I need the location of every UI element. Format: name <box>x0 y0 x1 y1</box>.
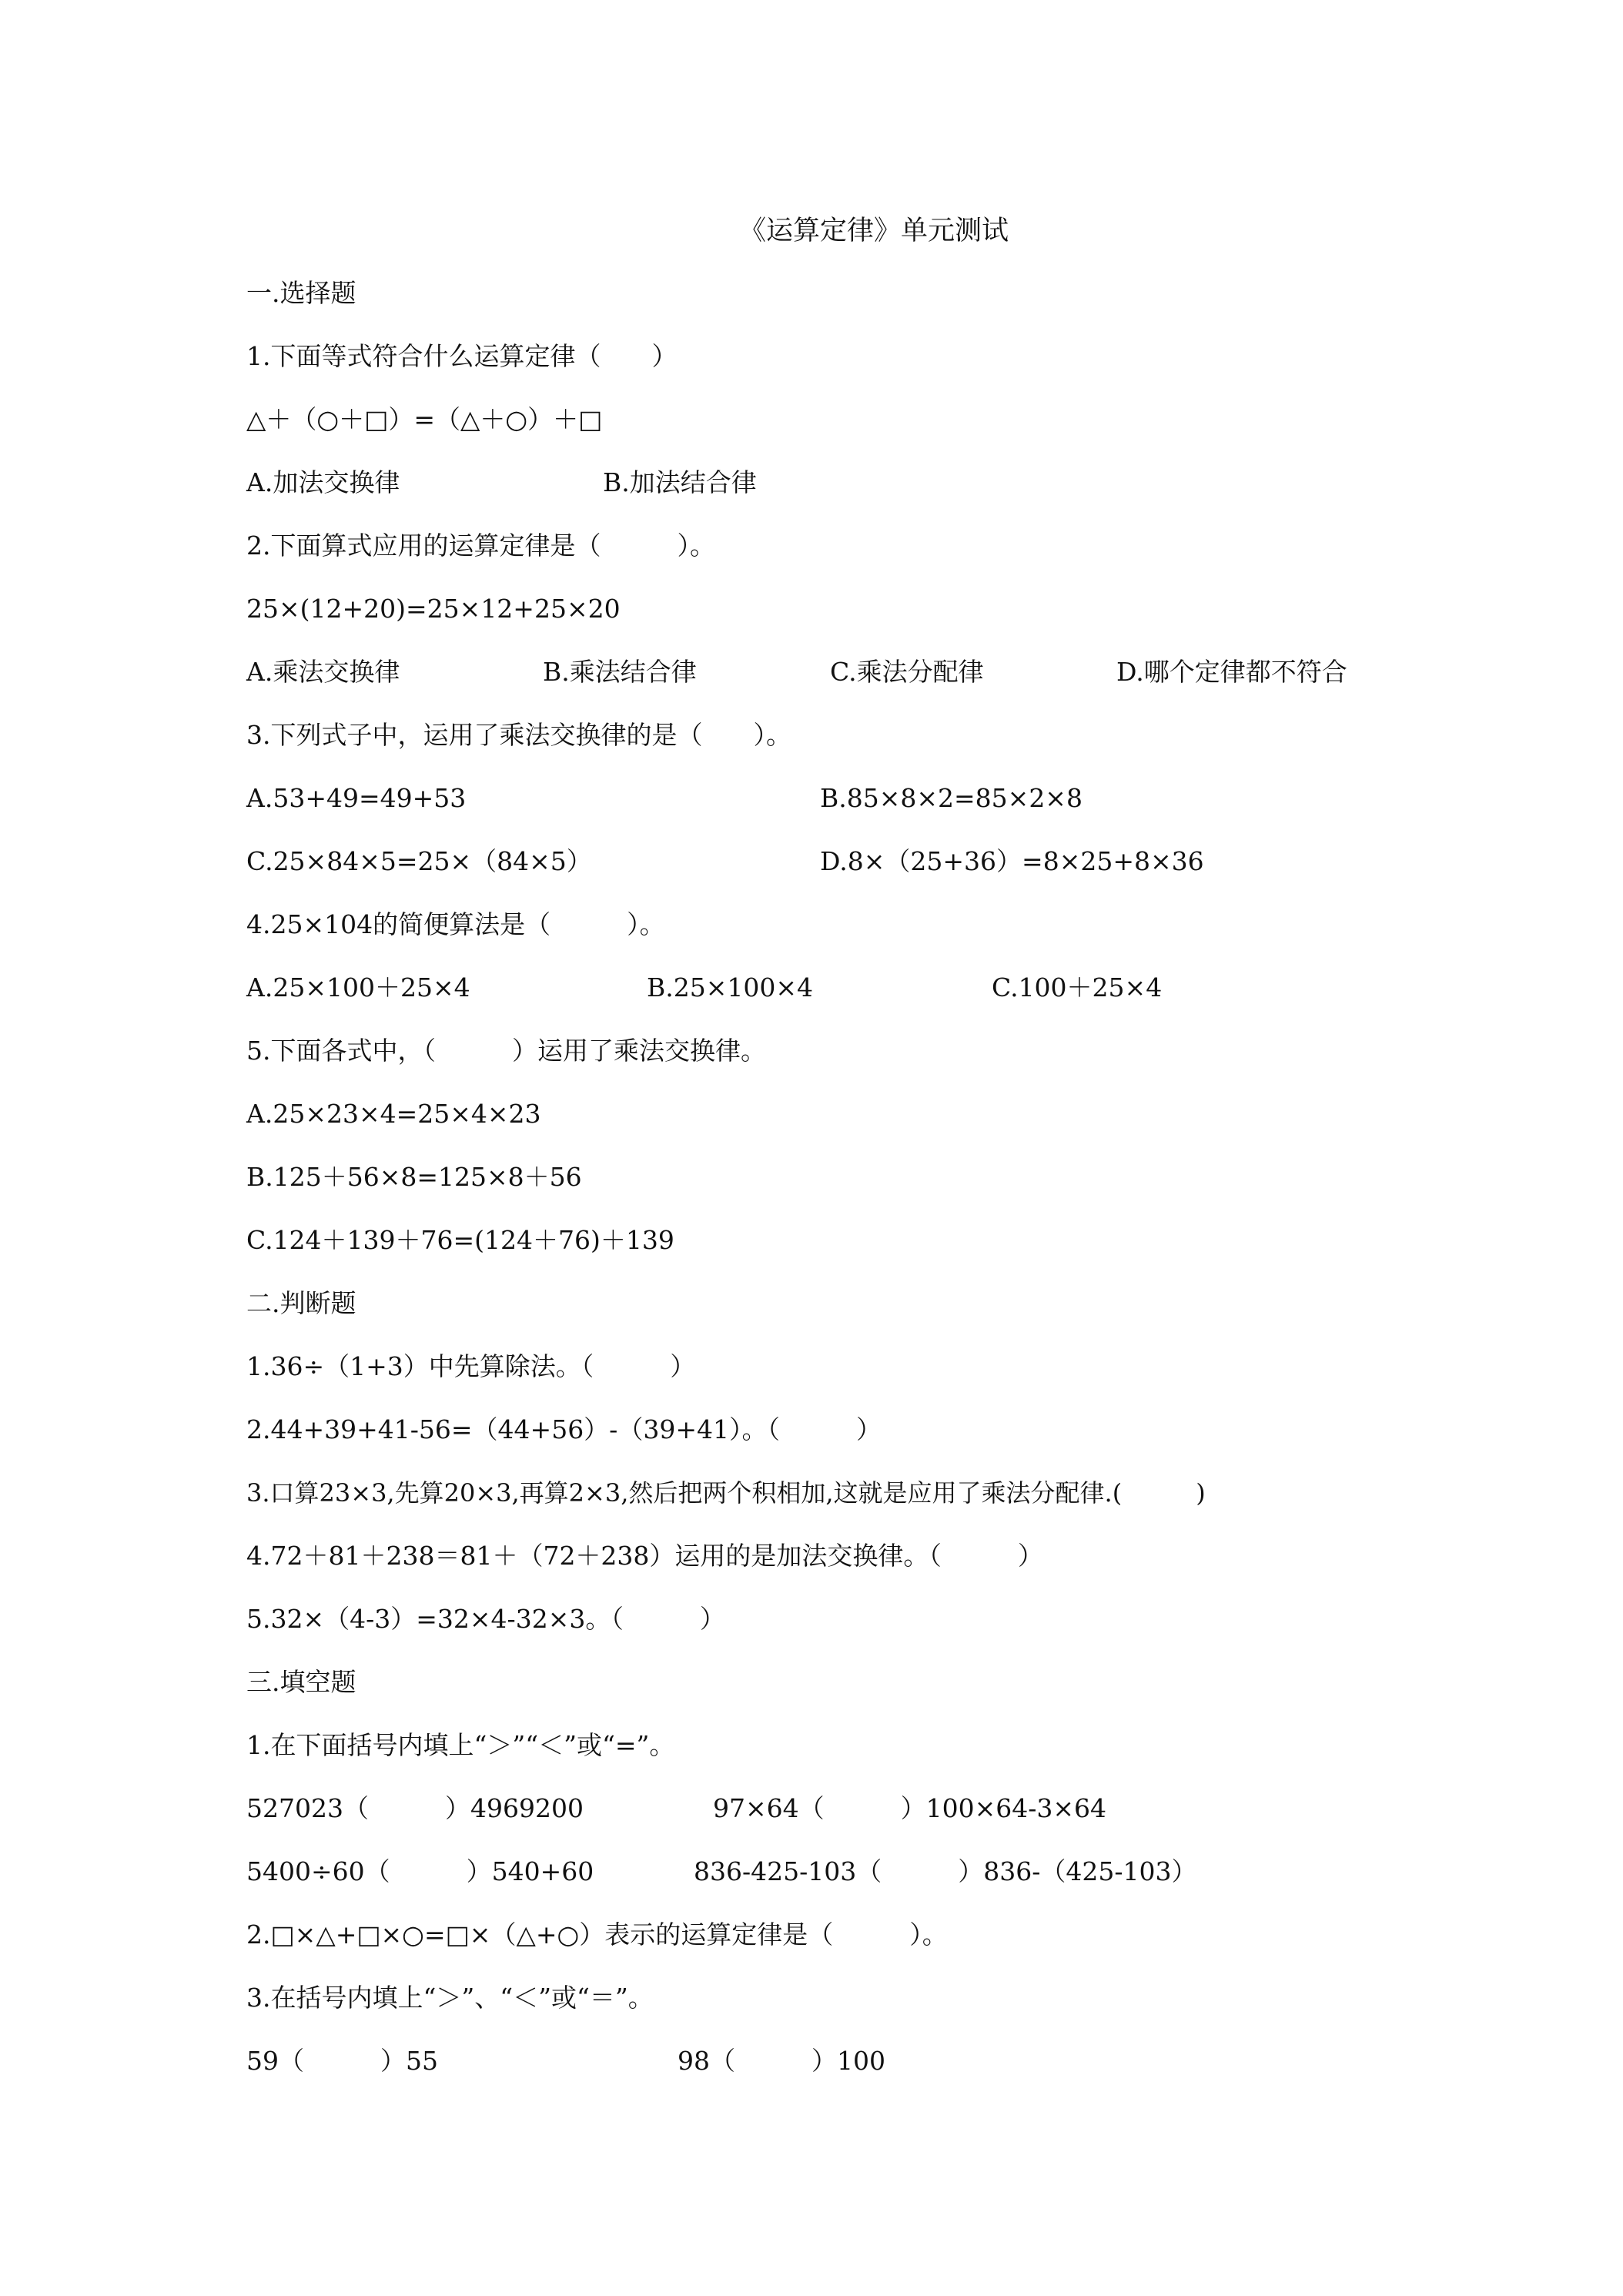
question-stem: 5.下面各式中，（ ）运用了乘法交换律。 <box>246 1036 766 1066</box>
judgement-item: 1.36÷（1+3）中先算除法。（ ） <box>246 1351 696 1381</box>
option-c: C.100＋25×4 <box>992 972 1163 1002</box>
option-b: B.25×100×4 <box>647 972 814 1002</box>
compare-item: 5400÷60（ ）540+60 <box>246 1856 594 1886</box>
option-c: C.25×84×5=25×（84×5） <box>246 846 592 876</box>
compare-item: 98（ ）100 <box>678 2046 885 2076</box>
option-c: C.124＋139＋76=(124＋76)＋139 <box>246 1225 674 1255</box>
compare-item: 527023（ ）4969200 <box>246 1793 584 1823</box>
compare-item: 59（ ）55 <box>246 2046 438 2076</box>
option-a: A.25×100＋25×4 <box>246 972 470 1002</box>
judgement-item: 2.44+39+41-56=（44+56）-（39+41）。（ ） <box>246 1414 882 1444</box>
option-a: A.乘法交换律 <box>246 657 400 687</box>
question-stem: 3.在括号内填上“＞”、“＜”或“＝”。 <box>246 1983 654 2013</box>
option-a: A.加法交换律 <box>246 467 400 497</box>
option-b: B.85×8×2=85×2×8 <box>820 783 1083 813</box>
section-heading-judgement: 二.判断题 <box>246 1288 356 1318</box>
judgement-item: 3.口算23×3,先算20×3,再算2×3,然后把两个积相加,这就是应用了乘法分配律.( ) <box>246 1478 1206 1508</box>
option-a: A.25×23×4=25×4×23 <box>246 1099 541 1129</box>
option-b: B.加法结合律 <box>603 467 757 497</box>
option-b: B.125＋56×8=125×8＋56 <box>246 1162 582 1192</box>
option-a: A.53+49=49+53 <box>246 783 467 813</box>
compare-item: 97×64（ ）100×64-3×64 <box>713 1793 1107 1823</box>
question-stem: 1.在下面括号内填上“＞”“＜”或“=”。 <box>246 1730 675 1760</box>
question-formula: △＋（○＋□）=（△＋○）＋□ <box>246 404 603 434</box>
judgement-item: 5.32×（4-3）=32×4-32×3。（ ） <box>246 1604 725 1634</box>
option-d: D.8×（25+36）=8×25+8×36 <box>820 846 1204 876</box>
question-formula: 25×(12+20)=25×12+25×20 <box>246 594 621 624</box>
option-c: C.乘法分配律 <box>830 657 984 687</box>
compare-item: 836-425-103（ ）836-（425-103） <box>694 1856 1197 1886</box>
judgement-item: 4.72＋81＋238＝81＋（72＋238）运用的是加法交换律。（ ） <box>246 1541 1043 1571</box>
question-stem: 1.下面等式符合什么运算定律（ ） <box>246 341 678 371</box>
option-b: B.乘法结合律 <box>543 657 697 687</box>
section-heading-choice: 一.选择题 <box>246 278 356 308</box>
question-stem: 4.25×104的简便算法是（ ）。 <box>246 909 665 939</box>
section-heading-fill: 三.填空题 <box>246 1667 356 1697</box>
option-d: D.哪个定律都不符合 <box>1116 657 1347 687</box>
exam-title: 《运算定律》单元测试 <box>739 216 1009 246</box>
question-stem: 3.下列式子中，运用了乘法交换律的是（ ）。 <box>246 720 791 750</box>
question-stem: 2.□×△+□×○=□×（△+○）表示的运算定律是（ ）。 <box>246 1919 948 1950</box>
question-stem: 2.下面算式应用的运算定律是（ ）。 <box>246 530 715 561</box>
